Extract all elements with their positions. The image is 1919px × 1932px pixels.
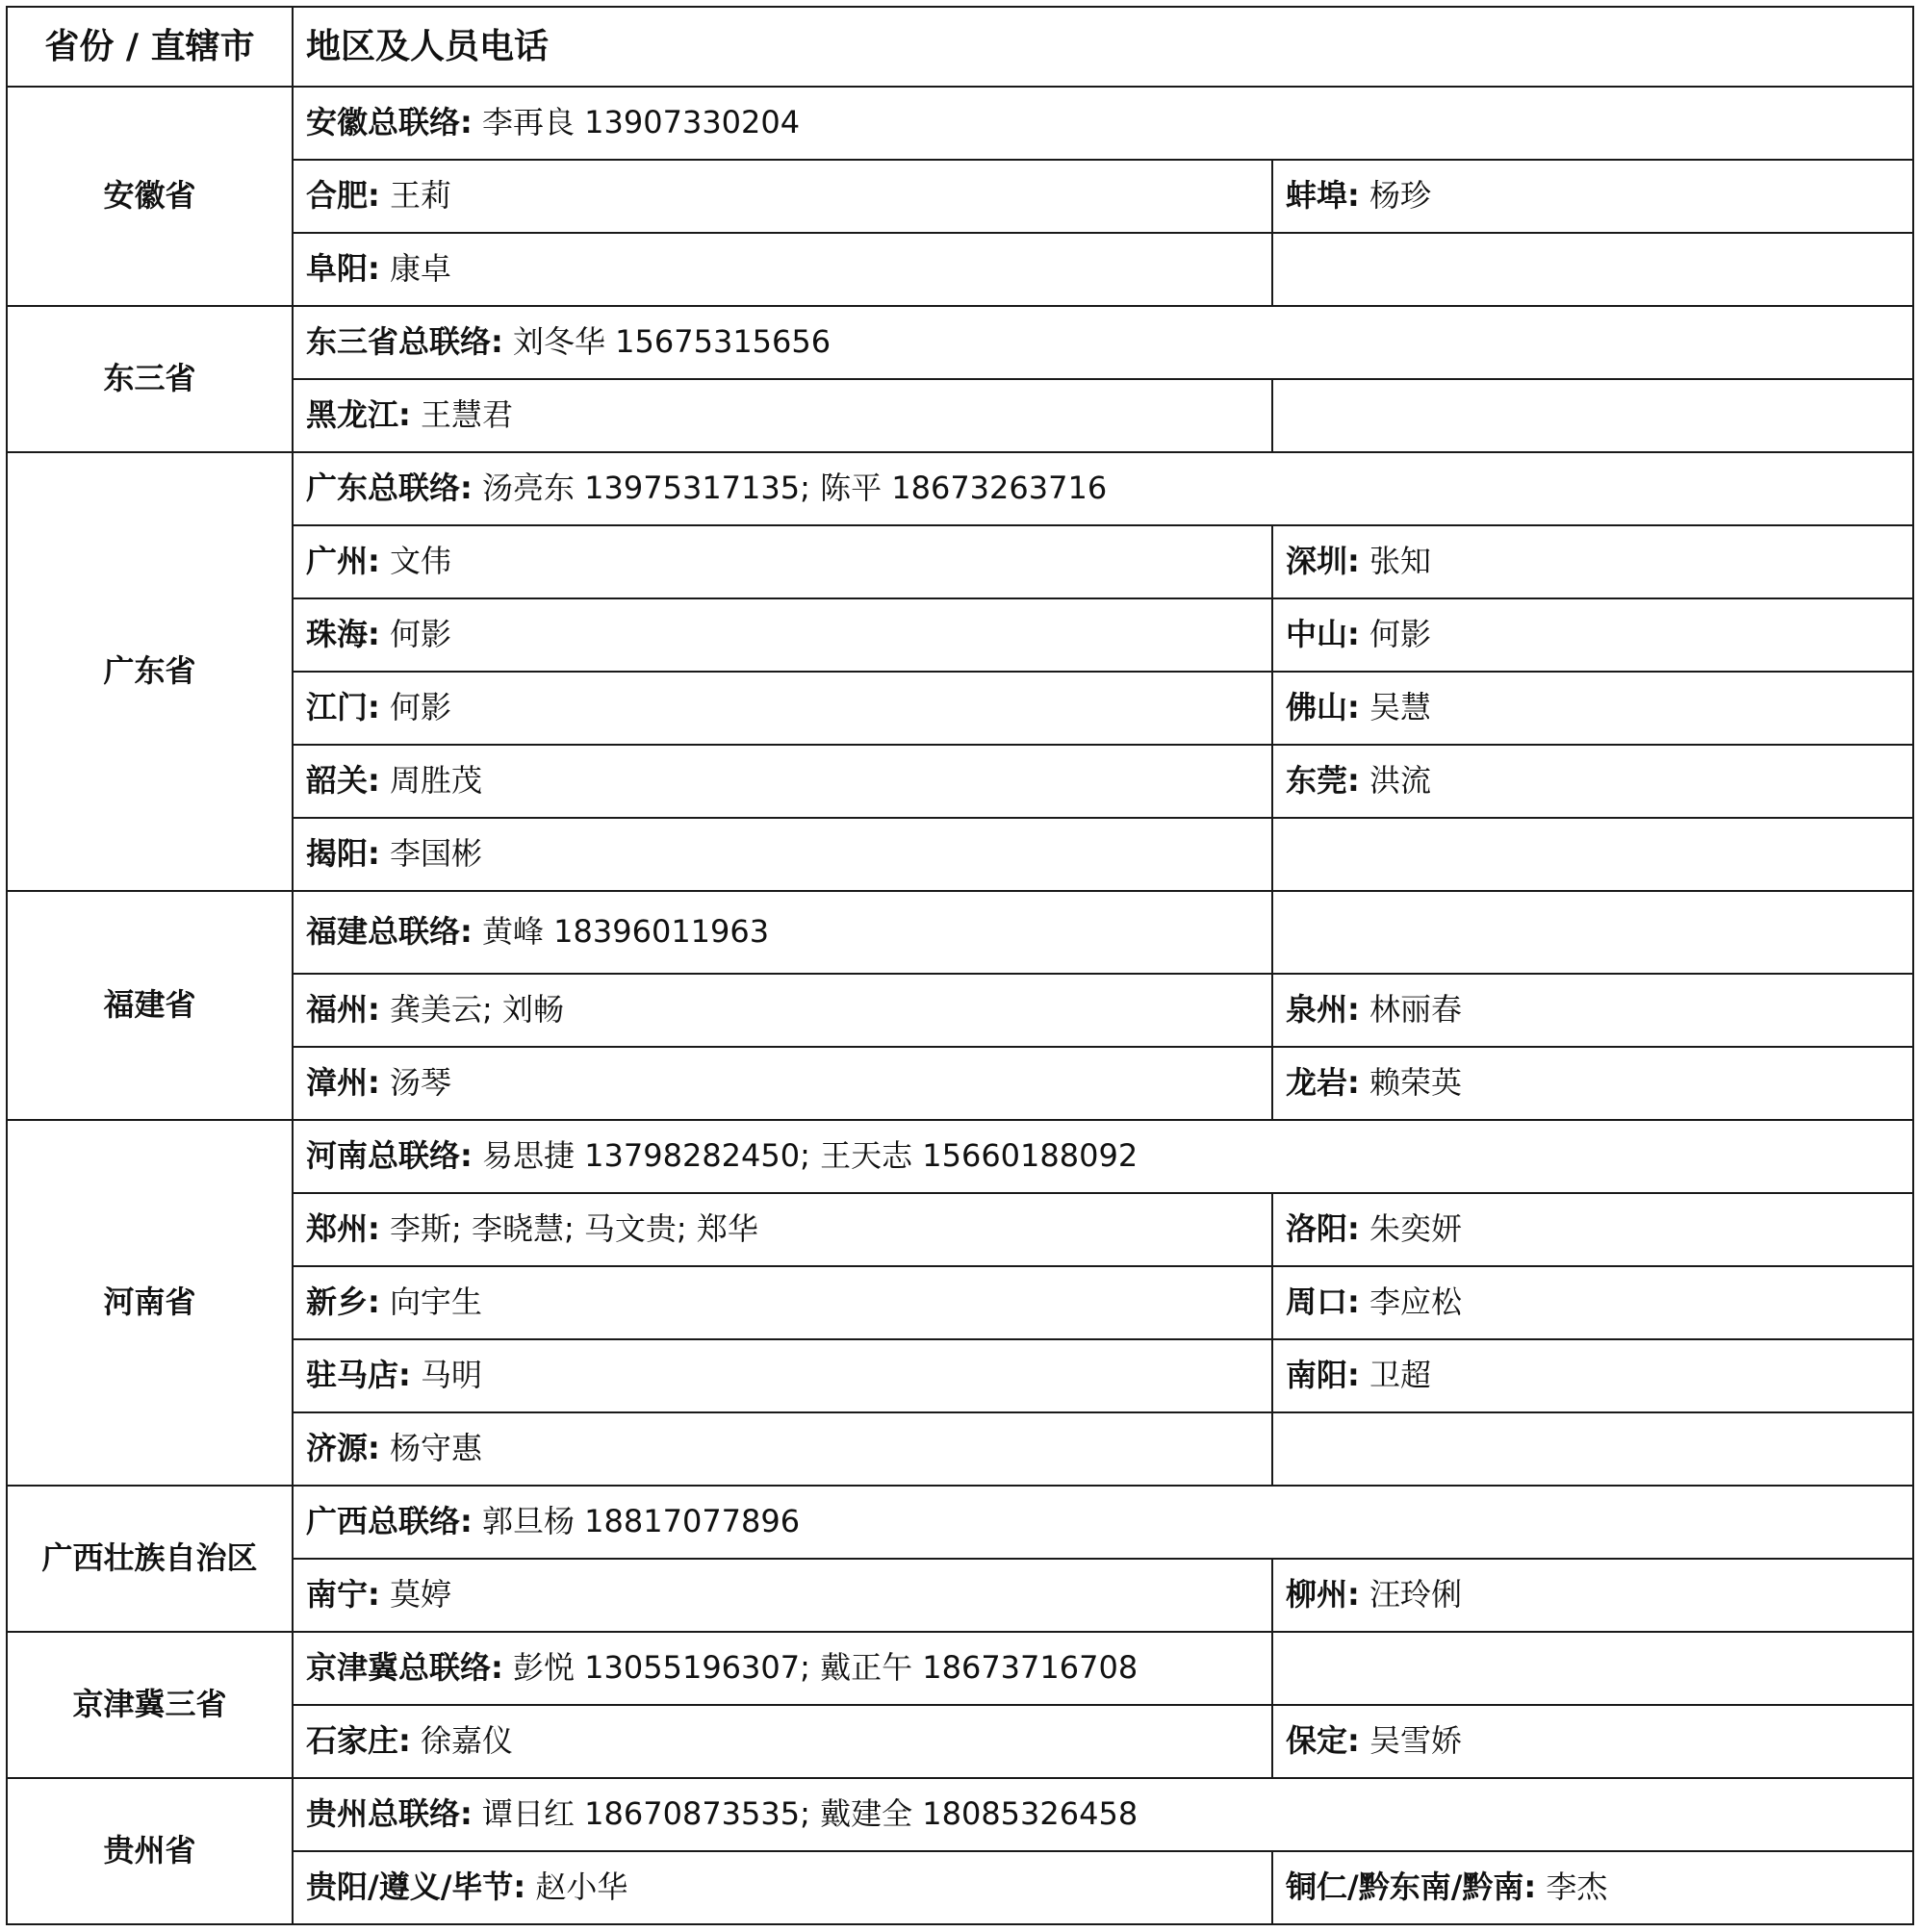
city-label: 合肥: bbox=[306, 177, 380, 215]
empty-cell bbox=[1272, 891, 1913, 974]
city-label: 阜阳: bbox=[306, 250, 380, 288]
empty-cell bbox=[1272, 379, 1913, 452]
city-contact: 汤琴 bbox=[379, 1064, 451, 1102]
table-row bbox=[7, 598, 1913, 672]
city-cell bbox=[293, 1851, 1272, 1924]
city-cell bbox=[293, 1412, 1272, 1486]
city-label: 广州: bbox=[306, 543, 380, 580]
table-row bbox=[7, 974, 1913, 1047]
province-name: 东三省 bbox=[7, 306, 293, 452]
city-label: 江门: bbox=[306, 689, 380, 726]
table-row bbox=[7, 1412, 1913, 1486]
city-contact: 赖荣英 bbox=[1359, 1064, 1462, 1102]
city-cell bbox=[293, 598, 1272, 672]
empty-cell bbox=[1272, 233, 1913, 306]
city-cell bbox=[293, 525, 1272, 598]
city-label: 柳州: bbox=[1286, 1576, 1360, 1614]
province-name: 福建省 bbox=[7, 891, 293, 1120]
city-label: 驻马店: bbox=[306, 1357, 411, 1394]
city-cell bbox=[1272, 745, 1913, 818]
city-contact: 龚美云; 刘畅 bbox=[379, 991, 564, 1029]
general-contact-value: 易思捷 13798282450; 王天志 15660188092 bbox=[472, 1137, 1139, 1175]
city-contact: 马明 bbox=[410, 1357, 482, 1394]
table-row bbox=[7, 891, 1913, 974]
city-cell bbox=[1272, 1047, 1913, 1120]
city-cell bbox=[1272, 672, 1913, 745]
city-contact: 吴雪娇 bbox=[1359, 1722, 1462, 1760]
table-row bbox=[7, 1193, 1913, 1266]
city-label: 珠海: bbox=[306, 616, 380, 653]
table-row bbox=[7, 1120, 1913, 1193]
table-row bbox=[7, 1486, 1913, 1559]
city-contact: 卫超 bbox=[1359, 1357, 1431, 1394]
city-contact: 张知 bbox=[1359, 543, 1431, 580]
general-contact bbox=[293, 1632, 1272, 1705]
general-contact-value: 谭日红 18670873535; 戴建全 18085326458 bbox=[472, 1795, 1139, 1833]
city-cell bbox=[293, 1559, 1272, 1632]
table-row bbox=[7, 306, 1913, 379]
province-name: 京津冀三省 bbox=[7, 1632, 293, 1778]
city-cell bbox=[1272, 1559, 1913, 1632]
city-label: 新乡: bbox=[306, 1284, 380, 1321]
city-contact: 杨守惠 bbox=[379, 1430, 482, 1467]
general-contact-label: 福建总联络: bbox=[306, 913, 473, 951]
table-header-row bbox=[7, 7, 1913, 87]
city-cell bbox=[1272, 598, 1913, 672]
city-contact: 何影 bbox=[379, 689, 451, 726]
city-label: 揭阳: bbox=[306, 835, 380, 873]
general-contact bbox=[293, 87, 1913, 160]
city-label: 济源: bbox=[306, 1430, 380, 1467]
city-label: 保定: bbox=[1286, 1722, 1360, 1760]
table-row bbox=[7, 525, 1913, 598]
city-label: 东莞: bbox=[1286, 762, 1360, 800]
city-contact: 李杰 bbox=[1536, 1868, 1608, 1906]
city-contact: 李国彬 bbox=[379, 835, 482, 873]
province-name: 广西壮族自治区 bbox=[7, 1486, 293, 1632]
city-label: 郑州: bbox=[306, 1210, 380, 1248]
province-name: 安徽省 bbox=[7, 87, 293, 306]
general-contact-label: 贵州总联络: bbox=[306, 1795, 473, 1833]
city-contact: 徐嘉仪 bbox=[410, 1722, 513, 1760]
city-contact: 王慧君 bbox=[410, 396, 513, 434]
empty-cell bbox=[1272, 1632, 1913, 1705]
city-label: 黑龙江: bbox=[306, 396, 411, 434]
table-row bbox=[7, 1851, 1913, 1924]
city-contact: 汪玲俐 bbox=[1359, 1576, 1462, 1614]
city-contact: 康卓 bbox=[379, 250, 451, 288]
empty-cell bbox=[1272, 1412, 1913, 1486]
city-cell bbox=[293, 1193, 1272, 1266]
city-label: 石家庄: bbox=[306, 1722, 411, 1760]
table-row bbox=[7, 452, 1913, 525]
table-row bbox=[7, 1705, 1913, 1778]
city-cell bbox=[1272, 1705, 1913, 1778]
city-contact: 何影 bbox=[1359, 616, 1431, 653]
table-row bbox=[7, 379, 1913, 452]
city-label: 贵阳/遵义/毕节: bbox=[306, 1868, 526, 1906]
city-label: 龙岩: bbox=[1286, 1064, 1360, 1102]
city-cell bbox=[293, 1339, 1272, 1412]
city-label: 铜仁/黔东南/黔南: bbox=[1286, 1868, 1537, 1906]
city-contact: 莫婷 bbox=[379, 1576, 451, 1614]
city-cell bbox=[293, 745, 1272, 818]
city-contact: 李应松 bbox=[1359, 1284, 1462, 1321]
general-contact-value: 郭旦杨 18817077896 bbox=[472, 1503, 801, 1540]
city-contact: 何影 bbox=[379, 616, 451, 653]
general-contact bbox=[293, 891, 1272, 974]
table-row bbox=[7, 1047, 1913, 1120]
general-contact bbox=[293, 1486, 1913, 1559]
city-cell bbox=[293, 1266, 1272, 1339]
city-cell bbox=[1272, 1339, 1913, 1412]
general-contact-value: 黄峰 18396011963 bbox=[472, 913, 770, 951]
table-row bbox=[7, 745, 1913, 818]
city-cell bbox=[1272, 160, 1913, 233]
general-contact-label: 广西总联络: bbox=[306, 1503, 473, 1540]
contacts-table bbox=[6, 6, 1914, 1925]
general-contact-value: 汤亮东 13975317135; 陈平 18673263716 bbox=[472, 470, 1108, 507]
general-contact bbox=[293, 1120, 1913, 1193]
city-contact: 林丽春 bbox=[1359, 991, 1462, 1029]
table-row bbox=[7, 87, 1913, 160]
general-contact bbox=[293, 306, 1913, 379]
general-contact-label: 河南总联络: bbox=[306, 1137, 473, 1175]
city-cell bbox=[293, 818, 1272, 891]
city-label: 福州: bbox=[306, 991, 380, 1029]
empty-cell bbox=[1272, 818, 1913, 891]
city-label: 佛山: bbox=[1286, 689, 1360, 726]
city-cell bbox=[1272, 1193, 1913, 1266]
table-row bbox=[7, 1559, 1913, 1632]
city-label: 南阳: bbox=[1286, 1357, 1360, 1394]
city-contact: 杨珍 bbox=[1359, 177, 1431, 215]
city-label: 泉州: bbox=[1286, 991, 1360, 1029]
city-cell bbox=[293, 233, 1272, 306]
city-contact: 赵小华 bbox=[525, 1868, 628, 1906]
table-row bbox=[7, 1632, 1913, 1705]
province-name: 广东省 bbox=[7, 452, 293, 891]
city-cell bbox=[293, 974, 1272, 1047]
city-contact: 周胜茂 bbox=[379, 762, 482, 800]
table-row bbox=[7, 233, 1913, 306]
city-cell bbox=[293, 379, 1272, 452]
city-cell bbox=[1272, 974, 1913, 1047]
city-cell bbox=[293, 672, 1272, 745]
table-row bbox=[7, 1339, 1913, 1412]
city-label: 周口: bbox=[1286, 1284, 1360, 1321]
city-cell bbox=[1272, 1266, 1913, 1339]
city-label: 中山: bbox=[1286, 616, 1360, 653]
general-contact bbox=[293, 1778, 1913, 1851]
province-name: 贵州省 bbox=[7, 1778, 293, 1924]
general-contact bbox=[293, 452, 1913, 525]
city-cell bbox=[1272, 525, 1913, 598]
general-contact-label: 东三省总联络: bbox=[306, 323, 503, 361]
city-label: 南宁: bbox=[306, 1576, 380, 1614]
city-label: 深圳: bbox=[1286, 543, 1360, 580]
header-province: 省份 / 直辖市 bbox=[7, 7, 293, 87]
city-label: 蚌埠: bbox=[1286, 177, 1360, 215]
general-contact-label: 京津冀总联络: bbox=[306, 1649, 503, 1687]
general-contact-label: 广东总联络: bbox=[306, 470, 473, 507]
city-contact: 王莉 bbox=[379, 177, 451, 215]
city-label: 韶关: bbox=[306, 762, 380, 800]
general-contact-value: 彭悦 13055196307; 戴正午 18673716708 bbox=[502, 1649, 1139, 1687]
city-contact: 李斯; 李晓慧; 马文贵; 郑华 bbox=[379, 1210, 758, 1248]
city-contact: 文伟 bbox=[379, 543, 451, 580]
general-contact-value: 李再良 13907330204 bbox=[472, 104, 801, 141]
general-contact-value: 刘冬华 15675315656 bbox=[502, 323, 832, 361]
table-row bbox=[7, 672, 1913, 745]
province-name: 河南省 bbox=[7, 1120, 293, 1486]
city-cell bbox=[293, 1705, 1272, 1778]
city-contact: 洪流 bbox=[1359, 762, 1431, 800]
table-row bbox=[7, 160, 1913, 233]
city-contact: 朱奕妍 bbox=[1359, 1210, 1462, 1248]
table-row bbox=[7, 818, 1913, 891]
city-cell bbox=[293, 1047, 1272, 1120]
table-row bbox=[7, 1266, 1913, 1339]
city-label: 漳州: bbox=[306, 1064, 380, 1102]
city-label: 洛阳: bbox=[1286, 1210, 1360, 1248]
city-contact: 向宇生 bbox=[379, 1284, 482, 1321]
header-region: 地区及人员电话 bbox=[293, 7, 1913, 87]
general-contact-label: 安徽总联络: bbox=[306, 104, 473, 141]
city-contact: 吴慧 bbox=[1359, 689, 1431, 726]
table-row bbox=[7, 1778, 1913, 1851]
city-cell bbox=[293, 160, 1272, 233]
city-cell bbox=[1272, 1851, 1913, 1924]
